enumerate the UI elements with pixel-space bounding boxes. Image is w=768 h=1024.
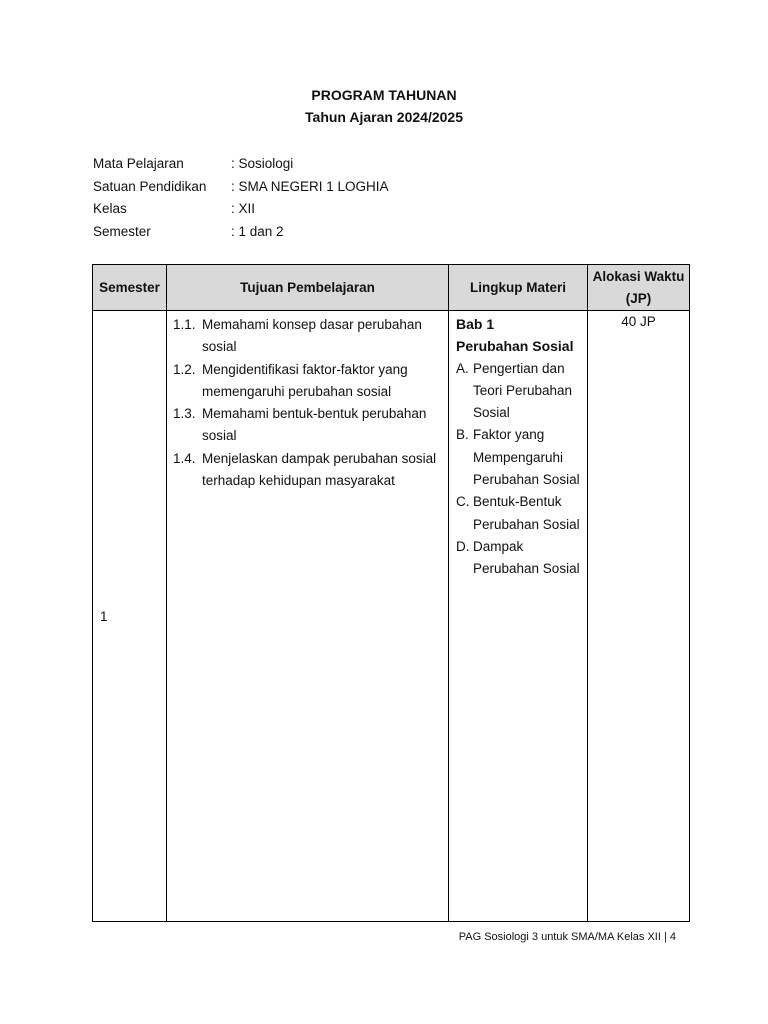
identity-label: Satuan Pendidikan — [93, 178, 207, 194]
item-letter: C. — [456, 494, 470, 510]
item-text: Mengidentifikasi faktor-faktor yang memengaruhi perubahan sosial — [202, 361, 408, 399]
materi-list — [449, 311, 587, 581]
cell-semester: 1 — [93, 311, 167, 922]
item-number: 1.2. — [173, 361, 196, 377]
item-letter: A. — [456, 360, 469, 376]
list-item — [456, 536, 581, 581]
document-subtitle: Tahun Ajaran 2024/2025 — [305, 109, 463, 125]
identity-value: : SMA NEGERI 1 LOGHIA — [231, 178, 389, 194]
item-text: Pengertian dan Teori Perubahan Sosial — [473, 360, 573, 421]
list-item — [173, 403, 440, 448]
list-item — [173, 314, 440, 359]
item-number: 1.4. — [173, 450, 196, 466]
header-lingkup: Lingkup Materi — [449, 265, 588, 311]
list-item — [173, 359, 440, 404]
identity-value: : Sosiologi — [231, 156, 294, 171]
item-text: Faktor yang Mempengaruhi Perubahan Sosial — [473, 427, 580, 488]
identity-value: : XII — [231, 201, 256, 217]
document-title: PROGRAM TAHUNAN — [311, 87, 457, 103]
list-item — [456, 358, 581, 425]
list-item — [173, 448, 440, 493]
identity-label: Kelas — [93, 201, 127, 217]
tujuan-list — [167, 311, 448, 492]
header-alokasi: Alokasi Waktu (JP) — [588, 265, 690, 311]
chapter-number: Bab 1 — [456, 316, 495, 332]
header-tujuan: Tujuan Pembelajaran — [167, 265, 449, 311]
page-footer: PAG Sosiologi 3 untuk SMA/MA Kelas XII | 4 — [458, 931, 676, 943]
identity-value: : 1 dan 2 — [231, 223, 284, 239]
list-item — [456, 491, 581, 536]
item-letter: D. — [456, 538, 470, 554]
header-semester: Semester — [93, 265, 167, 311]
identity-label: Semester — [93, 223, 151, 239]
list-item — [456, 424, 581, 491]
item-text: Memahami konsep dasar perubahan sosial — [202, 317, 422, 355]
item-text: Dampak Perubahan Sosial — [473, 538, 580, 577]
item-number: 1.1. — [173, 317, 196, 332]
item-number: 1.3. — [173, 406, 196, 422]
chapter-title: Perubahan Sosial — [456, 338, 574, 355]
cell-alokasi: 40 JP — [588, 311, 690, 922]
cell-lingkup-materi — [449, 311, 588, 922]
cell-tujuan — [167, 311, 449, 922]
item-text: Menjelaskan dampak perubahan sosial terhadap kehidupan masyarakat — [202, 450, 437, 489]
table-header-row — [93, 265, 690, 311]
identity-label: Mata Pelajaran — [93, 156, 184, 171]
table-row — [93, 311, 690, 922]
item-text: Memahami bentuk-bentuk perubahan sosial — [202, 406, 427, 444]
program-table — [92, 264, 690, 922]
item-text: Bentuk-Bentuk Perubahan Sosial — [473, 494, 580, 532]
item-letter: B. — [456, 427, 469, 443]
